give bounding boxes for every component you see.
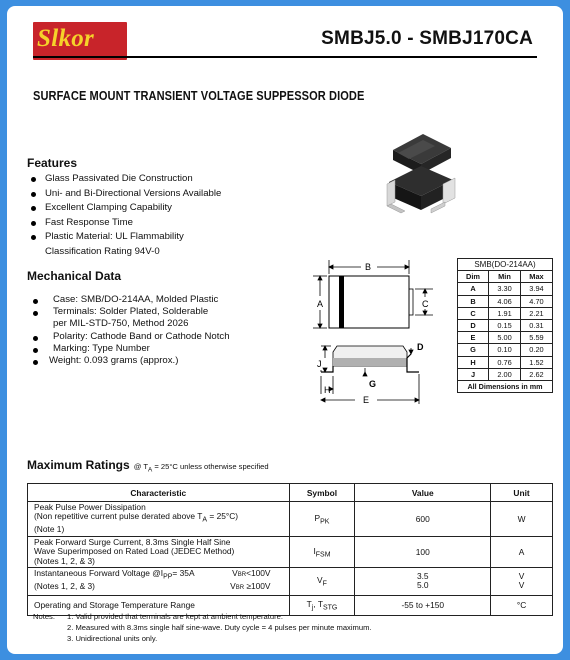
char-text: (Notes 1, 2, & 3) xyxy=(34,581,95,592)
characteristic-cell xyxy=(28,502,290,537)
column-header: Value xyxy=(355,484,491,502)
column-header: Unit xyxy=(491,484,553,502)
features-list xyxy=(27,172,221,260)
notes-label: Notes: xyxy=(33,612,55,621)
table-row xyxy=(28,536,553,567)
max-ratings-condition xyxy=(133,462,269,474)
note-text: 3. Unidirectional units only. xyxy=(67,634,158,643)
characteristic-cell xyxy=(28,568,290,595)
list-item: Case: SMB/DO-214AA, Molded Plastic xyxy=(27,294,230,306)
dim-min: 0.15 xyxy=(489,319,521,331)
document-subtitle: SURFACE MOUNT TRANSIENT VOLTAGE SUPPESSOR DIODE xyxy=(33,88,365,103)
note-row xyxy=(33,633,372,644)
table-row xyxy=(458,332,553,344)
package-photo xyxy=(379,124,463,228)
dim-max: 0.20 xyxy=(520,344,552,356)
value-line: 5.0 xyxy=(416,580,429,591)
dim-key: C xyxy=(458,307,489,319)
symbol-sub: PK xyxy=(320,518,330,526)
unit-cell xyxy=(491,568,553,595)
table-row xyxy=(28,502,553,537)
dim-max: 3.94 xyxy=(520,283,552,295)
char-part: Instantaneous Forward Voltage @I xyxy=(34,568,164,579)
brand-logo xyxy=(33,22,127,60)
dim-min: 5.00 xyxy=(489,332,521,344)
value-line: 3.5 xyxy=(416,570,429,581)
dim-key: J xyxy=(458,368,489,380)
char-line: (Note 1) xyxy=(34,524,65,535)
dim-label-j: J xyxy=(317,359,322,369)
char-text: = 25°C) xyxy=(207,511,239,522)
dim-label-a: A xyxy=(317,299,324,309)
dim-min: 1.91 xyxy=(489,307,521,319)
list-item: Weight: 0.093 grams (approx.) xyxy=(27,355,230,367)
value-cell: -55 to +150 xyxy=(355,595,491,615)
char-text: (Non repetitive current pulse derated above T xyxy=(34,511,203,522)
dim-label-g: G xyxy=(369,379,377,389)
max-ratings-heading xyxy=(27,458,269,474)
dim-min: 4.06 xyxy=(489,295,521,307)
symbol-cell xyxy=(289,502,355,537)
cond-sub: BR xyxy=(235,585,245,592)
dim-max: 5.59 xyxy=(520,332,552,344)
max-ratings-title: Maximum Ratings xyxy=(27,458,130,472)
dim-max: 1.52 xyxy=(520,356,552,368)
characteristic-cell xyxy=(28,536,290,567)
dimensions-caption: SMB(DO-214AA) xyxy=(458,259,553,271)
char-sub: PP xyxy=(163,573,173,581)
table-row xyxy=(458,344,553,356)
column-header: Max xyxy=(520,271,552,283)
dim-min: 2.00 xyxy=(489,368,521,380)
symbol-sub: F xyxy=(322,580,327,588)
symbol-cell xyxy=(289,568,355,595)
condition-prefix: @ T xyxy=(133,462,149,471)
cond-main: V xyxy=(232,568,238,579)
list-item: Plastic Material: UL Flammability xyxy=(27,230,221,245)
symbol-main: V xyxy=(317,575,323,586)
dim-key: H xyxy=(458,356,489,368)
symbol-cell: $T_j$, $T_{STG}$ xyxy=(289,595,355,615)
column-header: Symbol xyxy=(289,484,355,502)
unit-line: V xyxy=(518,570,525,581)
cond-sub: BR xyxy=(237,572,247,579)
mechanical-heading: Mechanical Data xyxy=(27,269,122,283)
list-item: Excellent Clamping Capability xyxy=(27,201,221,216)
datasheet-page xyxy=(7,6,563,654)
char-sub: A xyxy=(202,517,208,525)
notes-spacer xyxy=(33,622,67,633)
char-part: = 35A xyxy=(172,568,195,579)
cond-end: ≥100V xyxy=(244,581,271,592)
char-line: Peak Pulse Power Dissipation xyxy=(34,502,146,512)
notes-block xyxy=(33,611,372,644)
mechanical-list xyxy=(27,294,230,367)
cond-end: <100V xyxy=(246,568,271,579)
list-item: Terminals: Solder Plated, Solderable xyxy=(27,306,230,318)
cond-main: V xyxy=(230,581,236,592)
note-row xyxy=(33,622,372,633)
unit-line: V xyxy=(518,580,525,591)
notes-spacer xyxy=(33,633,67,644)
dim-label-e: E xyxy=(363,395,370,404)
symbol-main: T xyxy=(317,598,323,609)
table-row xyxy=(458,356,553,368)
unit-cell: A xyxy=(491,536,553,567)
column-header: Min xyxy=(489,271,521,283)
characteristic-cell: Operating and Storage Temperature Range xyxy=(28,595,290,615)
dim-max: 4.70 xyxy=(520,295,552,307)
symbol-sub: FSM xyxy=(315,551,331,559)
value-cell xyxy=(355,568,491,595)
char-line: Peak Forward Surge Current, 8.3ms Single Half Sine xyxy=(34,536,231,547)
char-line xyxy=(34,512,283,525)
table-row xyxy=(458,319,553,331)
dim-min: 0.10 xyxy=(489,344,521,356)
column-header: Characteristic xyxy=(28,484,290,502)
features-heading: Features xyxy=(27,156,78,170)
condition-suffix: = 25°C unless otherwise specified xyxy=(152,462,269,471)
note-row xyxy=(33,611,372,622)
package-outline-diagram xyxy=(303,254,443,404)
note-text: 1. Valid provided that terminals are kept at ambient temperature. xyxy=(67,612,283,621)
char-line xyxy=(34,582,283,593)
table-row xyxy=(458,368,553,380)
dim-max: 2.62 xyxy=(520,368,552,380)
symbol-main: I xyxy=(313,545,316,556)
note-text: 2. Measured with 8.3ms single half sine-wave. Duty cycle = 4 pulses per minute maximum. xyxy=(67,623,372,632)
condition-sub: A xyxy=(148,466,153,474)
unit-cell: °C xyxy=(491,595,553,615)
list-item: Polarity: Cathode Band or Cathode Notch xyxy=(27,331,230,343)
table-row xyxy=(458,283,553,295)
value-cell: 100 xyxy=(355,536,491,567)
symbol-sub: STG xyxy=(322,604,338,612)
table-row xyxy=(458,307,553,319)
char-line: (Notes 1, 2, & 3) xyxy=(34,555,95,566)
list-item: Marking: Type Number xyxy=(27,343,230,355)
symbol-sub: j xyxy=(311,604,314,612)
table-row xyxy=(28,568,553,595)
list-item-continuation: Classification Rating 94V-0 xyxy=(45,245,160,257)
symbol-main: P xyxy=(314,512,321,523)
table-row xyxy=(458,295,553,307)
dim-min: 3.30 xyxy=(489,283,521,295)
dim-key: A xyxy=(458,283,489,295)
value-cell: 600 xyxy=(355,502,491,537)
dim-key: G xyxy=(458,344,489,356)
list-item-continuation: per MIL-STD-750, Method 2026 xyxy=(53,318,189,330)
dim-label-b: B xyxy=(365,262,372,272)
dim-label-h: H xyxy=(324,385,331,395)
dimensions-table xyxy=(457,258,553,393)
symbol-main: T xyxy=(306,598,312,609)
unit-cell: W xyxy=(491,502,553,537)
dimensions-footer: All Dimensions in mm xyxy=(458,380,553,392)
list-item: Uni- and Bi-Directional Versions Available xyxy=(27,187,221,202)
dim-max: 2.21 xyxy=(520,307,552,319)
dim-label-c: C xyxy=(422,299,429,309)
brand-logo-text: Slkor xyxy=(37,25,95,52)
list-item: Glass Passivated Die Construction xyxy=(27,172,221,187)
column-header: Dim xyxy=(458,271,489,283)
max-ratings-table xyxy=(27,483,553,616)
list-item: Fast Response Time xyxy=(27,216,221,231)
dim-key: E xyxy=(458,332,489,344)
dim-key: B xyxy=(458,295,489,307)
char-condition xyxy=(230,582,282,593)
symbol-cell xyxy=(289,536,355,567)
dim-label-d: D xyxy=(417,342,424,352)
header-divider xyxy=(33,56,537,58)
dim-max: 0.31 xyxy=(520,319,552,331)
dim-key: D xyxy=(458,319,489,331)
dim-min: 0.76 xyxy=(489,356,521,368)
char-line: Wave Superimposed on Rated Load (JEDEC Method) xyxy=(34,546,235,557)
part-number: SMBJ5.0 - SMBJ170CA xyxy=(321,28,533,49)
